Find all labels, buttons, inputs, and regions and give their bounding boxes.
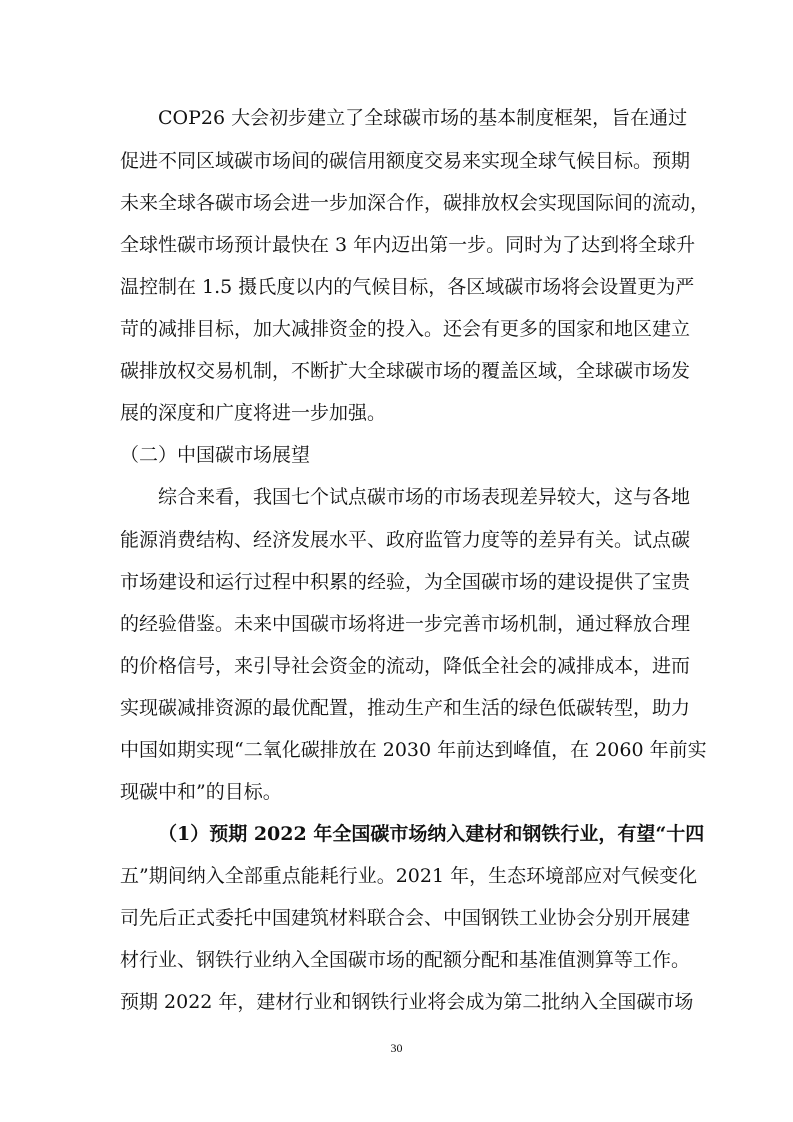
text-line: 未来全球各碳市场会进一步加深合作，碳排放权会实现国际间的流动，: [120, 192, 710, 214]
text-line: 预期 2022 年，建材行业和钢铁行业将会成为第二批纳入全国碳市场: [120, 991, 694, 1013]
text-line: 能源消费结构、经济发展水平、政府监管力度等的差异有关。试点碳: [120, 529, 691, 551]
text-line: 展的深度和广度将进一步加强。: [120, 402, 387, 424]
text-line: 市场建设和运行过程中积累的经验，为全国碳市场的建设提供了宝贵: [120, 571, 691, 593]
text-line: COP26 大会初步建立了全球碳市场的基本制度框架，旨在通过: [158, 107, 688, 129]
text-line: 的经验借鉴。未来中国碳市场将进一步完善市场机制，通过释放合理: [120, 613, 691, 635]
text-line: 司先后正式委托中国建筑材料联合会、中国钢铁工业协会分别开展建: [120, 907, 691, 929]
section-heading: （二）中国碳市场展望: [120, 444, 311, 466]
text-line: 材行业、钢铁行业纳入全国碳市场的配额分配和基准值测算等工作。: [120, 949, 691, 971]
text-line-bold: （1）预期 2022 年全国碳市场纳入建材和钢铁行业，有望“十四: [158, 823, 705, 845]
text-line: 综合来看，我国七个试点碳市场的市场表现差异较大，这与各地: [158, 486, 691, 508]
text-line: 的价格信号，来引导社会资金的流动，降低全社会的减排成本，进而: [120, 655, 691, 677]
text-line: 碳排放权交易机制，不断扩大全球碳市场的覆盖区域，全球碳市场发: [120, 360, 691, 382]
text-line: 现碳中和”的目标。: [120, 781, 282, 803]
text-line: 苛的减排目标，加大减排资金的投入。还会有更多的国家和地区建立: [120, 318, 691, 340]
page-number: 30: [390, 1041, 403, 1055]
text-line: 五”期间纳入全部重点能耗行业。2021 年，生态环境部应对气候变化: [120, 865, 698, 887]
text-line: 实现碳减排资源的最优配置，推动生产和生活的绿色低碳转型，助力: [120, 697, 691, 719]
text-line: 促进不同区域碳市场间的碳信用额度交易来实现全球气候目标。预期: [120, 150, 691, 172]
text-line: 中国如期实现“二氧化碳排放在 2030 年前达到峰值，在 2060 年前实: [120, 739, 707, 761]
text-line: 温控制在 1.5 摄氏度以内的气候目标，各区域碳市场将会设置更为严: [120, 276, 695, 298]
text-line: 全球性碳市场预计最快在 3 年内迈出第一步。同时为了达到将全球升: [120, 234, 696, 256]
